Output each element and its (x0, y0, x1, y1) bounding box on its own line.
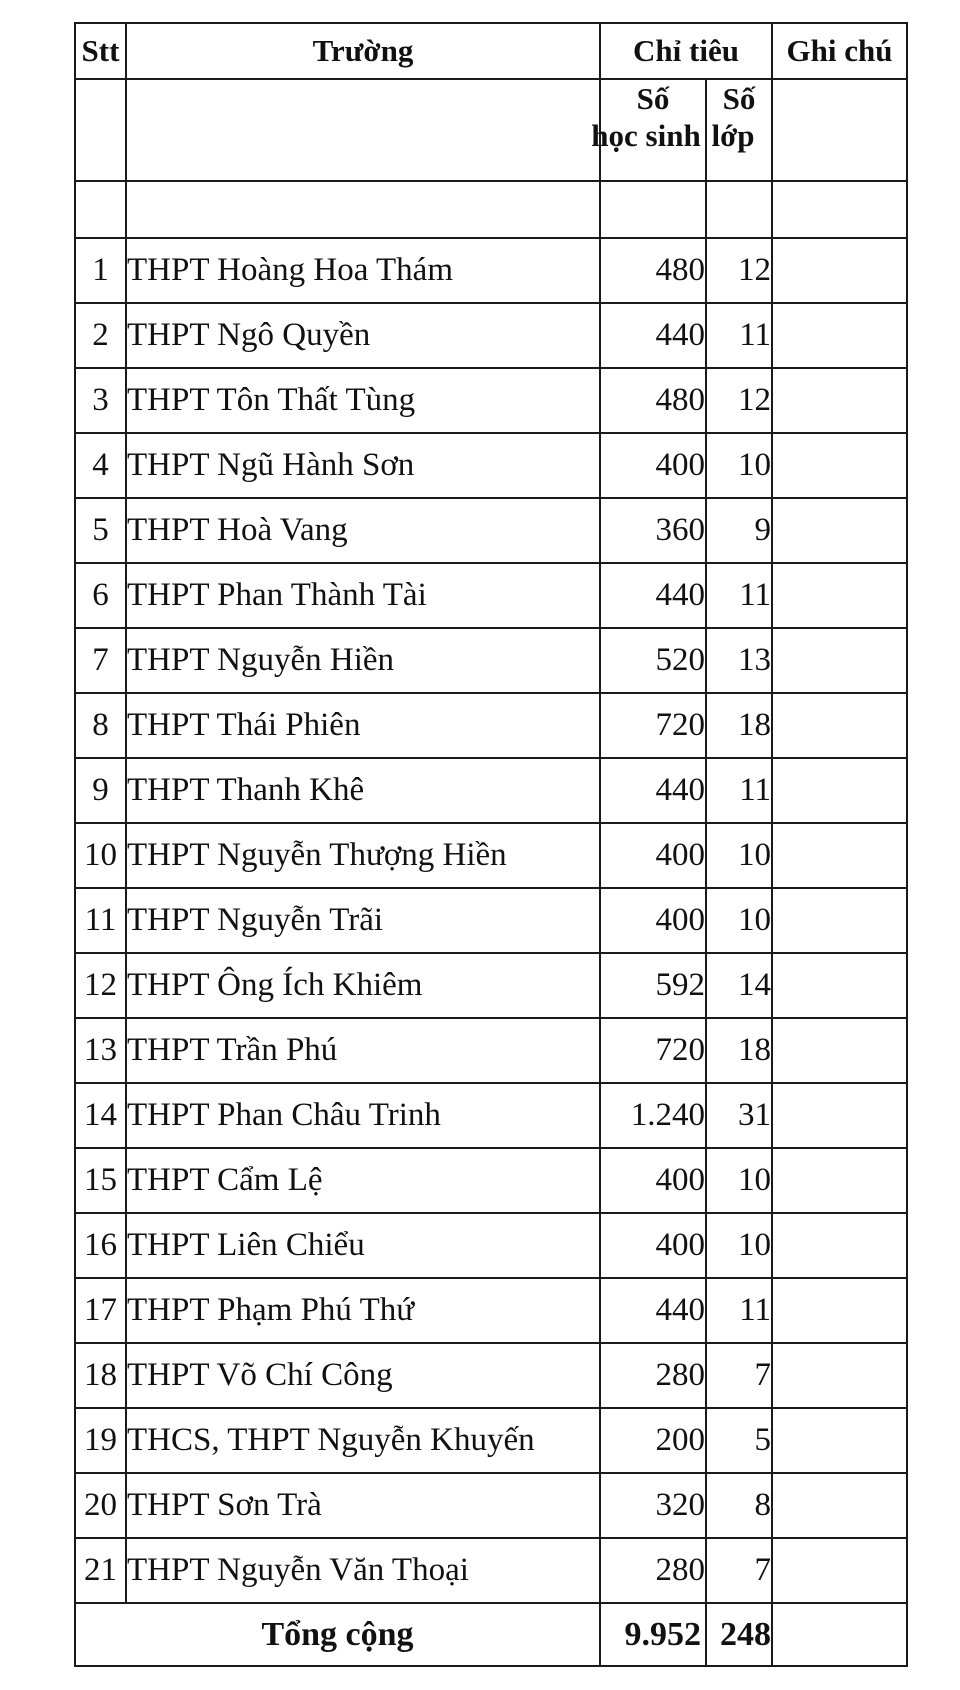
subheader-school-empty (126, 79, 600, 181)
row-school-name: THPT Ngũ Hành Sơn (126, 433, 600, 498)
row-stt: 19 (75, 1408, 126, 1473)
row-classes: 10 (706, 823, 772, 888)
table-body (75, 181, 907, 1603)
row-note (772, 888, 907, 953)
row-school-name: THPT Hoàng Hoa Thám (126, 238, 600, 303)
row-note (772, 1083, 907, 1148)
row-school-name: THPT Thái Phiên (126, 693, 600, 758)
row-classes: 18 (706, 1018, 772, 1083)
row-classes: 18 (706, 693, 772, 758)
blank-cell (706, 181, 772, 238)
row-students: 720 (600, 1018, 706, 1083)
table-row (75, 498, 907, 563)
row-classes: 10 (706, 433, 772, 498)
row-stt: 18 (75, 1343, 126, 1408)
row-students: 400 (600, 433, 706, 498)
row-note (772, 823, 907, 888)
row-note (772, 1213, 907, 1278)
row-note (772, 498, 907, 563)
row-classes: 14 (706, 953, 772, 1018)
row-classes: 31 (706, 1083, 772, 1148)
subheader-note-empty (772, 79, 907, 181)
row-classes: 10 (706, 888, 772, 953)
table-row (75, 303, 907, 368)
table-row (75, 433, 907, 498)
row-classes: 5 (706, 1408, 772, 1473)
row-school-name: THPT Liên Chiểu (126, 1213, 600, 1278)
row-note (772, 1278, 907, 1343)
row-school-name: THPT Nguyễn Văn Thoại (126, 1538, 600, 1603)
row-school-name: THPT Võ Chí Công (126, 1343, 600, 1408)
row-school-name: THPT Nguyễn Thượng Hiền (126, 823, 600, 888)
row-school-name: THPT Ngô Quyền (126, 303, 600, 368)
row-students: 440 (600, 303, 706, 368)
row-school-name: THPT Nguyễn Hiền (126, 628, 600, 693)
table-row (75, 368, 907, 433)
row-school-name: THPT Phan Thành Tài (126, 563, 600, 628)
table-row (75, 823, 907, 888)
row-note (772, 368, 907, 433)
row-stt: 5 (75, 498, 126, 563)
row-stt: 9 (75, 758, 126, 823)
row-note (772, 1018, 907, 1083)
row-students: 200 (600, 1408, 706, 1473)
table-row (75, 628, 907, 693)
header-classes-line1: Số (722, 81, 756, 116)
row-students: 720 (600, 693, 706, 758)
row-note (772, 1343, 907, 1408)
table-row (75, 1343, 907, 1408)
row-students: 280 (600, 1343, 706, 1408)
row-stt: 4 (75, 433, 126, 498)
row-note (772, 628, 907, 693)
row-classes: 12 (706, 238, 772, 303)
table-row (75, 1538, 907, 1603)
table-row (75, 888, 907, 953)
row-school-name: THPT Nguyễn Trãi (126, 888, 600, 953)
row-classes: 11 (706, 303, 772, 368)
table-row (75, 693, 907, 758)
blank-cell (600, 181, 706, 238)
blank-cell (126, 181, 600, 238)
row-note (772, 953, 907, 1018)
row-note (772, 758, 907, 823)
row-school-name: THPT Sơn Trà (126, 1473, 600, 1538)
row-students: 400 (600, 1213, 706, 1278)
row-school-name: THPT Tôn Thất Tùng (126, 368, 600, 433)
table-row (75, 1408, 907, 1473)
row-students: 400 (600, 888, 706, 953)
table-row (75, 238, 907, 303)
row-stt: 17 (75, 1278, 126, 1343)
total-label: Tổng cộng (75, 1603, 600, 1666)
row-stt: 12 (75, 953, 126, 1018)
header-students-line1: Số (636, 81, 670, 116)
row-note (772, 1473, 907, 1538)
header-note: Ghi chú (772, 23, 907, 79)
total-row (75, 1603, 907, 1666)
row-stt: 7 (75, 628, 126, 693)
table-row (75, 1213, 907, 1278)
row-classes: 11 (706, 1278, 772, 1343)
blank-cell (772, 181, 907, 238)
row-students: 520 (600, 628, 706, 693)
header-students (591, 79, 706, 181)
row-classes: 7 (706, 1538, 772, 1603)
row-classes: 7 (706, 1343, 772, 1408)
total-classes: 248 (706, 1603, 772, 1666)
row-students: 592 (600, 953, 706, 1018)
row-stt: 16 (75, 1213, 126, 1278)
row-note (772, 1148, 907, 1213)
subheader-row (75, 79, 907, 181)
header-stt: Stt (75, 23, 126, 79)
row-note (772, 563, 907, 628)
table-row (75, 758, 907, 823)
row-classes: 13 (706, 628, 772, 693)
row-stt: 6 (75, 563, 126, 628)
row-note (772, 1538, 907, 1603)
row-stt: 2 (75, 303, 126, 368)
row-note (772, 303, 907, 368)
row-stt: 21 (75, 1538, 126, 1603)
row-stt: 11 (75, 888, 126, 953)
row-note (772, 238, 907, 303)
row-note (772, 1408, 907, 1473)
row-students: 480 (600, 238, 706, 303)
total-note (772, 1603, 907, 1666)
row-students: 320 (600, 1473, 706, 1538)
row-stt: 1 (75, 238, 126, 303)
table-row (75, 563, 907, 628)
row-students: 440 (600, 1278, 706, 1343)
row-stt: 15 (75, 1148, 126, 1213)
row-classes: 9 (706, 498, 772, 563)
row-classes: 10 (706, 1148, 772, 1213)
row-classes: 11 (706, 563, 772, 628)
subheader-stt-empty (75, 79, 126, 181)
row-school-name: THPT Thanh Khê (126, 758, 600, 823)
row-students: 440 (600, 758, 706, 823)
total-students: 9.952 (600, 1603, 706, 1666)
table-row (75, 1148, 907, 1213)
row-school-name: THPT Ông Ích Khiêm (126, 953, 600, 1018)
row-stt: 3 (75, 368, 126, 433)
header-school: Trường (126, 23, 600, 79)
row-school-name: THPT Cẩm Lệ (126, 1148, 600, 1213)
row-classes: 8 (706, 1473, 772, 1538)
table-row (75, 953, 907, 1018)
header-classes (706, 79, 772, 181)
table-row (75, 1473, 907, 1538)
table-row (75, 1278, 907, 1343)
row-classes: 12 (706, 368, 772, 433)
row-stt: 13 (75, 1018, 126, 1083)
header-quota: Chỉ tiêu (600, 23, 772, 79)
row-school-name: THPT Trần Phú (126, 1018, 600, 1083)
row-students: 400 (600, 823, 706, 888)
quota-table (74, 22, 908, 1667)
row-students: 1.240 (600, 1083, 706, 1148)
row-stt: 14 (75, 1083, 126, 1148)
row-note (772, 693, 907, 758)
header-classes-line2: lớp (711, 118, 755, 153)
row-school-name: THPT Phan Châu Trinh (126, 1083, 600, 1148)
row-students: 480 (600, 368, 706, 433)
row-stt: 20 (75, 1473, 126, 1538)
row-students: 360 (600, 498, 706, 563)
row-school-name: THCS, THPT Nguyễn Khuyến (126, 1408, 600, 1473)
row-school-name: THPT Hoà Vang (126, 498, 600, 563)
row-school-name: THPT Phạm Phú Thứ (126, 1278, 600, 1343)
header-row (75, 23, 907, 79)
table-row (75, 1018, 907, 1083)
row-classes: 11 (706, 758, 772, 823)
blank-cell (75, 181, 126, 238)
row-stt: 10 (75, 823, 126, 888)
row-note (772, 433, 907, 498)
row-classes: 10 (706, 1213, 772, 1278)
blank-row (75, 181, 907, 238)
row-stt: 8 (75, 693, 126, 758)
row-students: 440 (600, 563, 706, 628)
table-row (75, 1083, 907, 1148)
row-students: 280 (600, 1538, 706, 1603)
header-students-line2: học sinh (591, 118, 701, 153)
row-students: 400 (600, 1148, 706, 1213)
